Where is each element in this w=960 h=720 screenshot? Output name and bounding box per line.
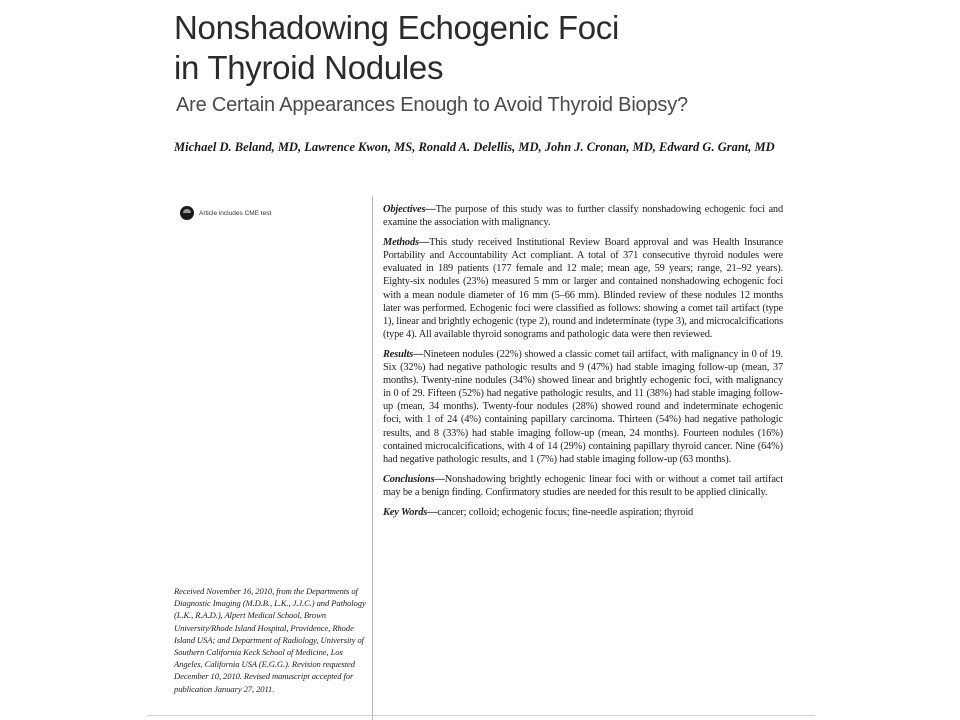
results-text: Nineteen nodules (22%) showed a classic comet tail artifact, with malignancy in 0 of 19. Six (32%) had negative pathologic results and 9 (47%) had stable imaging follow-up (mean, 37 months). Twenty-nine nodules (34%) showed linear and brightly echogenic foci, with malignancy in 0 of 29. Fifteen (52%) had negative pathologic results, and 11 (38%) had stable imaging follow-up (mean, 34 months). Twenty-four nodules (28%) showed round and indeterminate echogenic foci, with 1 of 24 (4%) containing papillary carcinoma. Thirteen (54%) had negative pathologic results, and 8 (33%) had stable imaging follow-up (mean, 24 months). Fourteen nodules (16%) contained microcalcifications, with 4 of 14 (29%) containing papillary thyroid cancer. Nine (64%) had negative pathologic results, and 1 (7%) had stable imaging follow-up (63 months). bbox=[383, 348, 783, 465]
conclusions-heading: Conclusions bbox=[383, 473, 435, 485]
results-dash: — bbox=[413, 348, 424, 360]
title-line-1: Nonshadowing Echogenic Foci bbox=[174, 9, 620, 46]
methods-dash: — bbox=[418, 237, 430, 249]
objectives-text: The purpose of this study was to further classify nonshadowing echogenic foci and examine the association with malignancy. bbox=[383, 204, 783, 229]
abstract-results bbox=[383, 348, 783, 466]
author-list: Michael D. Beland, MD, Lawrence Kwon, MS, Ronald A. Delellis, MD, John J. Cronan, MD, Edward G. Grant, MD bbox=[174, 140, 775, 154]
title-line-2: in Thyroid Nodules bbox=[174, 49, 444, 86]
abstract-keywords bbox=[383, 506, 783, 519]
cme-label: Article includes CME test bbox=[199, 209, 272, 217]
methods-heading: Methods bbox=[383, 237, 419, 249]
keywords-heading: Key Words bbox=[383, 506, 428, 518]
article-subtitle: Are Certain Appearances Enough to Avoid Thyroid Biopsy? bbox=[176, 94, 688, 116]
abstract-methods bbox=[383, 236, 783, 341]
objectives-heading: Objectives bbox=[383, 204, 426, 215]
keywords-text: cancer; colloid; echogenic focus; fine-needle aspiration; thyroid bbox=[437, 506, 694, 518]
keywords-dash: — bbox=[427, 506, 438, 518]
column-divider bbox=[372, 196, 373, 720]
methods-text: This study received Institutional Review Board approval and was Health Insurance Portability and Accountability Act compliant. A total of 371 consecutive thyroid nodules were evaluated in 189 patients (177 female and 12 male; mean age, 59 years; range, 21–92 years). Eighty-six nodules (23%) measured 5 mm or larger and contained nonshadowing echogenic foci with a mean nodule diameter of 16 mm (5–66 mm). Blinded review of these nodules 12 months later was performed. Echogenic foci were classified as follows: showing a comet tail artifact (type 1), linear and brightly echogenic (type 2), round and indeterminate (type 3), and microcalcifications (type 4). All available thyroid sonograms and pathologic data were then reviewed. bbox=[383, 237, 783, 340]
article-title bbox=[174, 8, 814, 88]
abstract bbox=[383, 203, 783, 526]
conclusions-text: Nonshadowing brightly echogenic linear foci with or without a comet tail artifact may be a benign finding. Confirmatory studies are needed for this result to be applied clinically. bbox=[383, 473, 783, 498]
cme-notice bbox=[180, 205, 271, 221]
abstract-objectives bbox=[383, 203, 783, 229]
cme-badge-icon bbox=[180, 206, 194, 220]
abstract-conclusions bbox=[383, 473, 783, 499]
bottom-rule bbox=[147, 715, 815, 716]
results-heading: Results bbox=[383, 348, 414, 360]
received-note: Received November 16, 2010, from the Departments of Diagnostic Imaging (M.D.B., L.K., J.J.C.) and Pathology (L.K., R.A.D.), Alpert Medical School, Brown University/Rhode Island Hospital, Providence, Rhode Island USA; and Department of Radiology, University of Southern California Keck School of Medicine, Los Angeles, California USA (E.G.G.). Revision requested December 10, 2010. Revised manuscript accepted for publication January 27, 2011. bbox=[174, 586, 366, 694]
objectives-dash: — bbox=[425, 204, 436, 215]
conclusions-dash: — bbox=[434, 473, 445, 485]
